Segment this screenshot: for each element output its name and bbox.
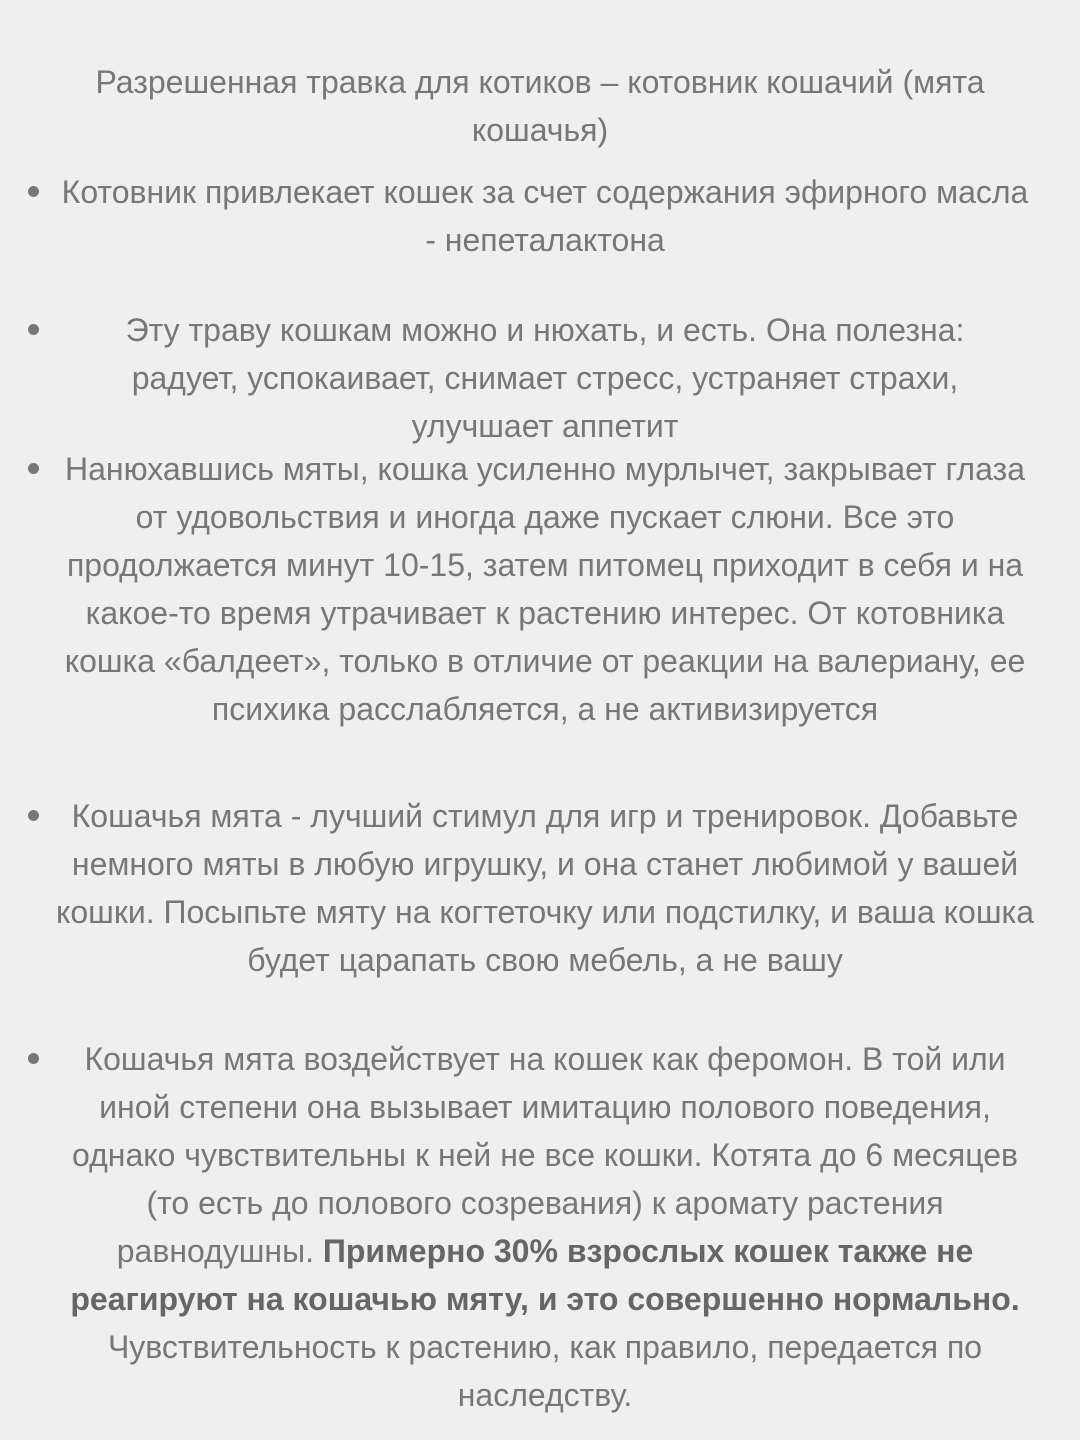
list-item-text-bold: Примерно 30% взрослых кошек также не реагируют на кошачью мяту, и это совершенно нормально. xyxy=(70,1233,1020,1317)
list-item-text-regular: Кошачья мята воздействует на кошек как феромон. В той или иной степени она вызывает имитацию полового поведения, однако чувствительны к ней не все кошки. Котята до 6 месяцев (то есть до полового созревания) к аромату растения равнодушны. xyxy=(72,1041,1018,1269)
bullet-dot-icon xyxy=(28,463,39,474)
list-item-text: Нанюхавшись мяты, кошка усиленно мурлычет, закрывает глаза от удовольствия и иногда даже пускает слюни. Все это продолжается минут 10-15, затем питомец приходит в себя и на какое-то время утрачивает к растению интерес. От котовника кошка «балдеет», только в отличие от реакции на валериану, ее психика расслабляется, а не активизируется xyxy=(64,451,1026,727)
bullet-dot-icon xyxy=(28,324,39,335)
list-item-text xyxy=(55,1035,1035,1419)
list-item-text-regular-end: Чувствительность к растению, как правило, передается по наследству. xyxy=(107,1329,983,1413)
page-title: Разрешенная травка для котиков – котовник кошачий (мята кошачья) xyxy=(95,64,985,148)
bullet-dot-icon xyxy=(28,1053,39,1064)
bullet-dot-icon xyxy=(28,810,39,821)
list-item-text: Кошачья мята - лучший стимул для игр и тренировок. Добавьте немного мяты в любую игрушку, и она станет любимой у вашей кошки. Посыпьте мяту на когтеточку или подстилку, и ваша кошка будет царапать свою мебель, а не вашу xyxy=(56,798,1034,978)
list-item-text: Эту траву кошкам можно и нюхать, и есть. Она полезна: радует, успокаивает, снимает стресс, устраняет страхи, улучшает аппетит xyxy=(125,312,965,444)
list-item-text: Котовник привлекает кошек за счет содержания эфирного масла - непеталактона xyxy=(61,174,1029,258)
bullet-dot-icon xyxy=(28,186,39,197)
